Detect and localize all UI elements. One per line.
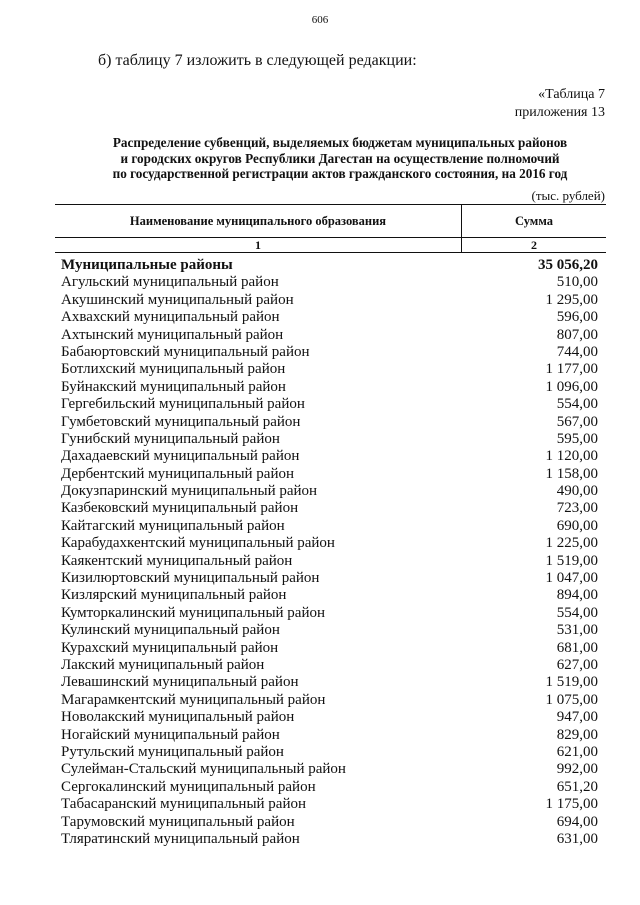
row-sum: 1 158,00: [545, 465, 598, 482]
row-sum: 651,20: [556, 778, 598, 795]
table-caption-line2: приложения 13: [514, 105, 605, 120]
row-sum: 723,00: [556, 500, 598, 517]
row-name: Кайтагский муниципальный район: [61, 517, 285, 534]
row-name: Гунибский муниципальный район: [61, 430, 280, 447]
row-name: Ботлихский муниципальный район: [61, 361, 286, 378]
table-row: [55, 779, 606, 796]
title-line: и городских округов Республики Дагестан на осуществление полномочий: [120, 150, 560, 166]
row-name: Тляратинский муниципальный район: [61, 830, 300, 847]
row-name: Дербентский муниципальный район: [61, 465, 295, 482]
table-row: [55, 570, 606, 587]
row-name: Курахский муниципальный район: [61, 639, 279, 656]
row-sum: 1 225,00: [545, 535, 598, 552]
table-row: [55, 500, 606, 517]
subsidy-table: [55, 204, 606, 848]
table-row: [55, 674, 606, 691]
table-body: [55, 257, 606, 848]
title-line: Распределение субвенций, выделяемых бюджетам муниципальных районов: [112, 135, 568, 150]
row-sum: 631,00: [556, 830, 598, 847]
row-name: Сулейман-Стальский муниципальный район: [61, 761, 346, 778]
row-sum: 627,00: [556, 656, 598, 673]
table-row: [55, 396, 606, 413]
row-name: Кумторкалинский муниципальный район: [61, 604, 326, 621]
table-row: [55, 414, 606, 431]
table-row: [55, 431, 606, 448]
row-sum: 694,00: [556, 813, 598, 830]
row-sum: 992,00: [556, 761, 598, 778]
table-header: [55, 205, 606, 238]
row-name: Кизилюртовский муниципальный район: [61, 570, 320, 587]
table-row: [55, 327, 606, 344]
row-sum: 744,00: [556, 343, 598, 360]
row-sum: 690,00: [556, 517, 598, 534]
row-sum: 1 047,00: [545, 570, 598, 587]
intro-text: б) таблицу 7 изложить в следующей редакции:: [98, 52, 417, 69]
row-name: Ахвахский муниципальный район: [61, 309, 280, 326]
row-name: Муниципальные районы: [61, 257, 233, 273]
row-sum: 1 519,00: [545, 552, 598, 569]
table-row: [55, 553, 606, 570]
row-name: Акушинский муниципальный район: [61, 291, 294, 308]
table-row: [55, 535, 606, 552]
units-label: (тыс. рублей): [531, 188, 605, 203]
row-sum: 595,00: [556, 430, 598, 447]
column-numbers: [55, 238, 606, 253]
row-sum: 1 519,00: [545, 674, 598, 691]
table-row: [55, 483, 606, 500]
row-name: Магарамкентский муниципальный район: [61, 691, 326, 708]
header-name: Наименование муниципального образования: [55, 205, 462, 237]
table-row: [55, 640, 606, 657]
row-sum: 554,00: [556, 396, 598, 413]
row-sum: 1 096,00: [545, 378, 598, 395]
table-row: [55, 587, 606, 604]
row-sum: 1 177,00: [545, 361, 598, 378]
title-line: по государственной регистрации актов гражданского состояния, на 2016 год: [112, 166, 568, 181]
column-number-sum: 2: [531, 238, 537, 252]
row-name: Докузпаринский муниципальный район: [61, 483, 318, 500]
row-name: Буйнакский муниципальный район: [61, 378, 286, 395]
row-name: Сергокалинский муниципальный район: [61, 778, 316, 795]
row-name: Новолакский муниципальный район: [61, 709, 295, 726]
table-title: [70, 135, 610, 182]
table-row: [55, 831, 606, 848]
row-sum: 894,00: [556, 587, 598, 604]
row-name: Кулинский муниципальный район: [61, 622, 280, 639]
table-row: [55, 761, 606, 778]
row-sum: 681,00: [556, 639, 598, 656]
row-sum: 947,00: [556, 709, 598, 726]
row-name: Рутульский муниципальный район: [61, 743, 284, 760]
table-row: [55, 379, 606, 396]
row-name: Левашинский муниципальный район: [61, 674, 299, 691]
row-sum: 621,00: [556, 743, 598, 760]
row-name: Тарумовский муниципальный район: [61, 813, 295, 830]
page-number: 606: [311, 14, 329, 26]
table-row: [55, 692, 606, 709]
row-sum: 531,00: [556, 622, 598, 639]
table-row: [55, 518, 606, 535]
row-name: Казбековский муниципальный район: [61, 500, 299, 517]
row-sum: 554,00: [556, 604, 598, 621]
row-sum: 490,00: [556, 483, 598, 500]
row-sum: 35 056,20: [538, 257, 598, 273]
table-row: [55, 361, 606, 378]
row-name: Каякентский муниципальный район: [61, 552, 293, 569]
table-row: [55, 814, 606, 831]
row-sum: 1 295,00: [545, 291, 598, 308]
table-row: [55, 344, 606, 361]
row-name: Гергебильский муниципальный район: [61, 396, 305, 413]
row-sum: 829,00: [556, 726, 598, 743]
table-row: [55, 796, 606, 813]
table-row: [55, 466, 606, 483]
table-total-row: [55, 257, 606, 274]
row-sum: 596,00: [556, 309, 598, 326]
row-name: Бабаюртовский муниципальный район: [61, 343, 310, 360]
row-name: Кизлярский муниципальный район: [61, 587, 287, 604]
row-name: Лакский муниципальный район: [61, 656, 265, 673]
row-name: Табасаранский муниципальный район: [61, 796, 307, 813]
table-row: [55, 709, 606, 726]
table-row: [55, 605, 606, 622]
row-name: Карабудахкентский муниципальный район: [61, 535, 335, 552]
row-sum: 807,00: [556, 326, 598, 343]
row-name: Дахадаевский муниципальный район: [61, 448, 300, 465]
table-row: [55, 292, 606, 309]
row-name: Агульский муниципальный район: [61, 274, 279, 291]
table-row: [55, 274, 606, 291]
row-name: Ахтынский муниципальный район: [61, 326, 284, 343]
header-sum: Сумма: [515, 213, 553, 228]
row-sum: 567,00: [556, 413, 598, 430]
table-caption-line1: «Таблица 7: [538, 87, 605, 102]
row-name: Гумбетовский муниципальный район: [61, 413, 301, 430]
table-row: [55, 622, 606, 639]
table-row: [55, 309, 606, 326]
table-row: [55, 657, 606, 674]
table-row: [55, 744, 606, 761]
row-sum: 510,00: [556, 274, 598, 291]
table-row: [55, 727, 606, 744]
column-number-name: 1: [55, 238, 462, 252]
table-row: [55, 448, 606, 465]
row-sum: 1 120,00: [545, 448, 598, 465]
row-name: Ногайский муниципальный район: [61, 726, 280, 743]
row-sum: 1 175,00: [545, 796, 598, 813]
row-sum: 1 075,00: [545, 691, 598, 708]
